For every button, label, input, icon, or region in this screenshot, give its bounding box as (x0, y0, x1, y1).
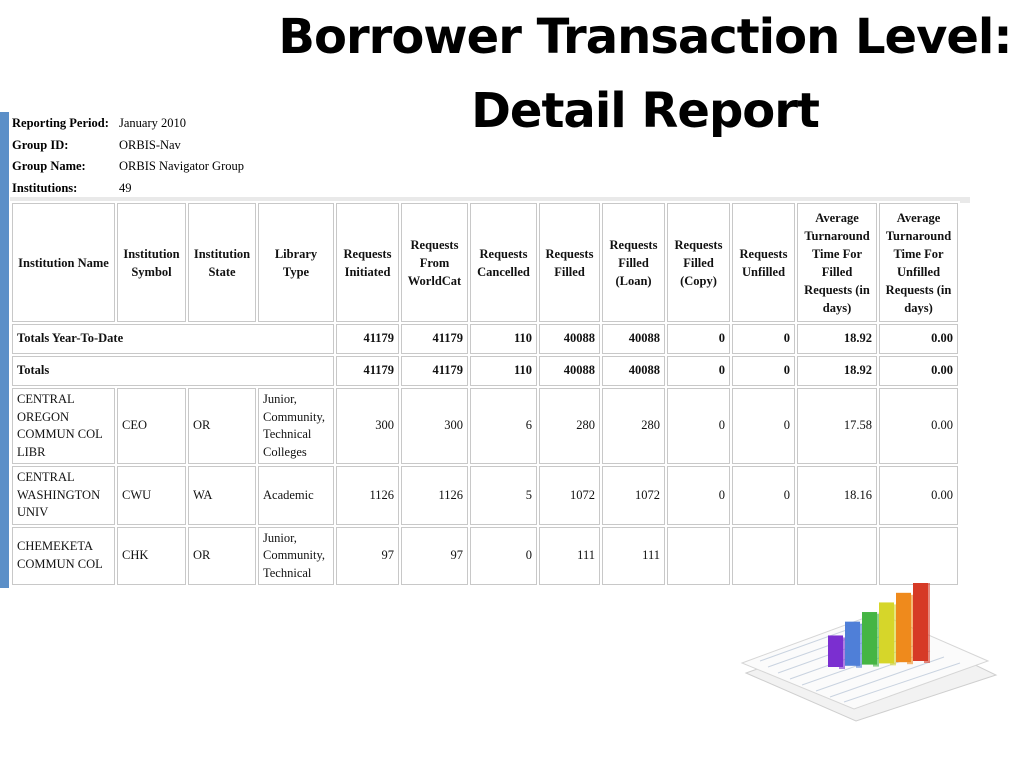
table-cell: 40088 (602, 356, 665, 386)
table-cell: 41179 (401, 324, 468, 354)
table-cell: 1126 (401, 466, 468, 525)
table-cell: 110 (470, 324, 537, 354)
totals-ytd-row (12, 324, 958, 354)
clipart-bar (913, 583, 928, 661)
table-header-row (12, 203, 958, 322)
meta-institutions (12, 178, 244, 200)
institution-name-cell: CENTRAL WASHINGTON UNIV (12, 466, 115, 525)
institution-symbol-cell: CEO (117, 388, 186, 464)
column-header: Requests Initiated (336, 203, 399, 322)
left-accent-bar (0, 112, 9, 588)
table-row (12, 527, 958, 586)
meta-value: January 2010 (119, 116, 186, 130)
table-cell: 111 (602, 527, 665, 586)
table-cell: 5 (470, 466, 537, 525)
institution-name-cell: CENTRAL OREGON COMMUN COL LIBR (12, 388, 115, 464)
institution-symbol-cell: CHK (117, 527, 186, 586)
institution-symbol-cell: CWU (117, 466, 186, 525)
table-cell: 0.00 (879, 388, 958, 464)
table-cell: 0 (667, 466, 730, 525)
column-header: Requests Filled (Copy) (667, 203, 730, 322)
table-cell: 1126 (336, 466, 399, 525)
meta-value: ORBIS Navigator Group (119, 159, 244, 173)
table-cell: 0.00 (879, 466, 958, 525)
meta-label: Reporting Period: (12, 116, 109, 130)
table-cell: 41179 (401, 356, 468, 386)
table-cell (667, 527, 730, 586)
totals-row (12, 356, 958, 386)
table-cell: 40088 (602, 324, 665, 354)
table-cell: 0 (732, 356, 795, 386)
table-cell: 40088 (539, 356, 600, 386)
table-row (12, 466, 958, 525)
column-header: Average Turnaround Time For Filled Requests (in days) (797, 203, 877, 322)
table-cell: 18.16 (797, 466, 877, 525)
column-header: Institution Symbol (117, 203, 186, 322)
library-type-cell: Academic (258, 466, 334, 525)
table-cell: 280 (539, 388, 600, 464)
column-header: Average Turnaround Time For Unfilled Requests (in days) (879, 203, 958, 322)
table-cell: 0 (732, 388, 795, 464)
table-cell: 0 (667, 356, 730, 386)
meta-group-id (12, 135, 244, 157)
clipart-bar (896, 593, 911, 662)
table-cell: 18.92 (797, 356, 877, 386)
meta-label: Institutions: (12, 180, 78, 195)
table-cell: 300 (336, 388, 399, 464)
table-cell: 280 (602, 388, 665, 464)
institution-state-cell: WA (188, 466, 256, 525)
table-cell: 110 (470, 356, 537, 386)
table-cell: 97 (401, 527, 468, 586)
table-cell: 17.58 (797, 388, 877, 464)
table-cell: 1072 (602, 466, 665, 525)
clipart-bar (879, 602, 894, 663)
table-cell: 40088 (539, 324, 600, 354)
clipart-bar (845, 622, 860, 666)
table-cell (879, 527, 958, 586)
table-cell: 0 (732, 466, 795, 525)
totals-label: Totals (12, 356, 334, 386)
table-row (12, 388, 958, 464)
table-cell: 41179 (336, 324, 399, 354)
table-cell: 300 (401, 388, 468, 464)
column-header: Requests Cancelled (470, 203, 537, 322)
meta-label: Group ID: (12, 137, 69, 152)
report-metadata (12, 113, 244, 199)
report-table-screenshot (10, 197, 970, 589)
meta-label: Group Name: (12, 159, 86, 173)
title-line-1: Borrower Transaction Level: (278, 9, 1012, 65)
page-title (270, 0, 1020, 148)
table-cell: 6 (470, 388, 537, 464)
column-header: Requests Filled (Loan) (602, 203, 665, 322)
clipart-bar (862, 612, 877, 665)
totals-label: Totals Year-To-Date (12, 324, 334, 354)
table-cell: 0.00 (879, 324, 958, 354)
library-type-cell: Junior, Community, Technical Colleges (258, 388, 334, 464)
table-cell (797, 527, 877, 586)
title-line-2: Detail Report (471, 83, 819, 139)
library-type-cell: Junior, Community, Technical (258, 527, 334, 586)
table-cell (732, 527, 795, 586)
column-header: Institution Name (12, 203, 115, 322)
institution-state-cell: OR (188, 388, 256, 464)
column-header: Library Type (258, 203, 334, 322)
table-cell: 111 (539, 527, 600, 586)
institution-name-cell: CHEMEKETA COMMUN COL (12, 527, 115, 586)
meta-group-name (12, 156, 244, 178)
table-cell: 0.00 (879, 356, 958, 386)
table-cell: 0 (667, 388, 730, 464)
table-cell: 1072 (539, 466, 600, 525)
table-cell: 18.92 (797, 324, 877, 354)
table-cell: 41179 (336, 356, 399, 386)
meta-value: ORBIS-Nav (119, 137, 181, 152)
table-cell: 0 (667, 324, 730, 354)
report-table (10, 201, 960, 587)
meta-reporting-period (12, 113, 244, 135)
table-cell: 97 (336, 527, 399, 586)
column-header: Institution State (188, 203, 256, 322)
column-header: Requests Unfilled (732, 203, 795, 322)
column-header: Requests Filled (539, 203, 600, 322)
meta-value: 49 (119, 180, 132, 195)
table-cell: 0 (470, 527, 537, 586)
clipart-bar (828, 635, 843, 667)
institution-state-cell: OR (188, 527, 256, 586)
table-cell: 0 (732, 324, 795, 354)
bar-chart-clipart-icon (738, 583, 1000, 723)
column-header: Requests From WorldCat (401, 203, 468, 322)
